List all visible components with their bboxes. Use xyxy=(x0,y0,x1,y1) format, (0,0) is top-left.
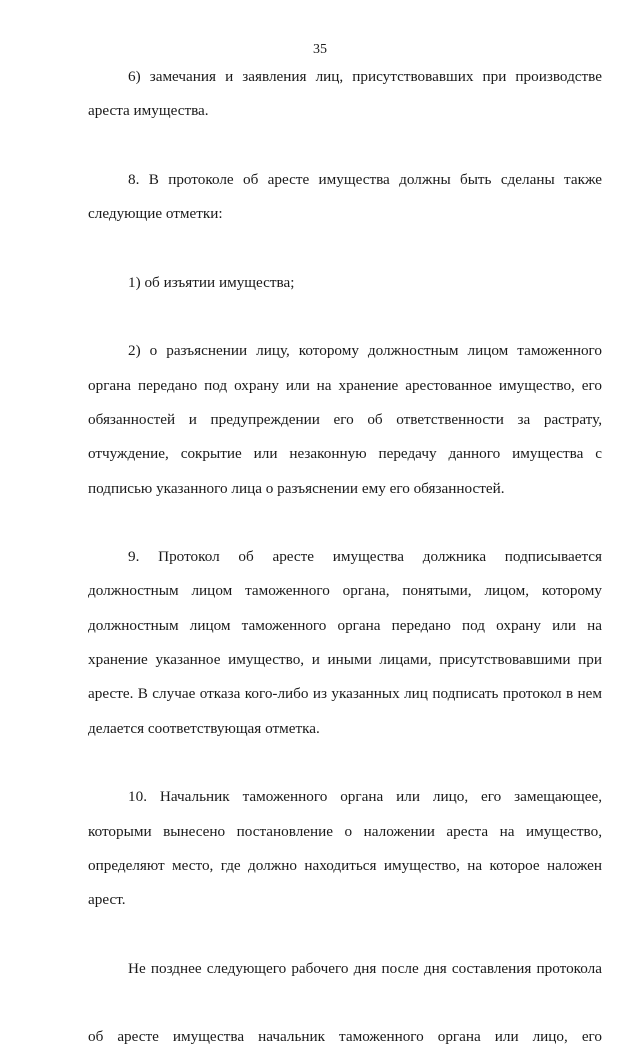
text-line: арест. xyxy=(88,891,126,909)
text-line: определяют место, где должно находиться имущество, на которое наложен xyxy=(88,856,602,874)
text-line: ареста имущества. xyxy=(88,102,209,120)
text-line: должностным лицом таможенного органа передано под охрану или на xyxy=(88,616,602,634)
text-line: аресте. В случае отказа кого-либо из указанных лиц подписать протокол в нем xyxy=(88,685,602,703)
text-line: 9. Протокол об аресте имущества должника подписывается xyxy=(128,548,602,566)
text-line: 8. В протоколе об аресте имущества должны быть сделаны также xyxy=(128,170,602,188)
text-line: которыми вынесено постановление о наложении ареста на имущество, xyxy=(88,822,602,840)
text-line: следующие отметки: xyxy=(88,205,223,223)
text-line: отчуждение, сокрытие или незаконную передачу данного имущества с xyxy=(88,445,602,463)
text-line: должностным лицом таможенного органа, понятыми, лицом, которому xyxy=(88,582,602,600)
text-line: подписью указанного лица о разъяснении ему его обязанностей. xyxy=(88,479,505,497)
text-line: обязанностей и предупреждении его об ответственности за растрату, xyxy=(88,410,602,428)
text-line: хранение указанное имущество, и иными лицами, присутствовавшими при xyxy=(88,651,602,669)
text-line: об аресте имущества начальник таможенного органа или лицо, его xyxy=(88,1028,602,1046)
text-line: органа передано под охрану или на хранение арестованное имущество, его xyxy=(88,376,602,394)
page-number: 35 xyxy=(313,42,327,57)
text-line: 2) о разъяснении лицу, которому должностным лицом таможенного xyxy=(128,342,602,360)
document-body xyxy=(88,60,602,1055)
text-line: делается соответствующая отметка. xyxy=(88,719,320,737)
text-line: 6) замечания и заявления лиц, присутствовавших при производстве xyxy=(128,68,602,85)
text-line: 1) об изъятии имущества; xyxy=(128,273,295,291)
text-line: Не позднее следующего рабочего дня после дня составления протокола xyxy=(128,959,602,977)
text-line: 10. Начальник таможенного органа или лицо, его замещающее, xyxy=(128,788,602,806)
